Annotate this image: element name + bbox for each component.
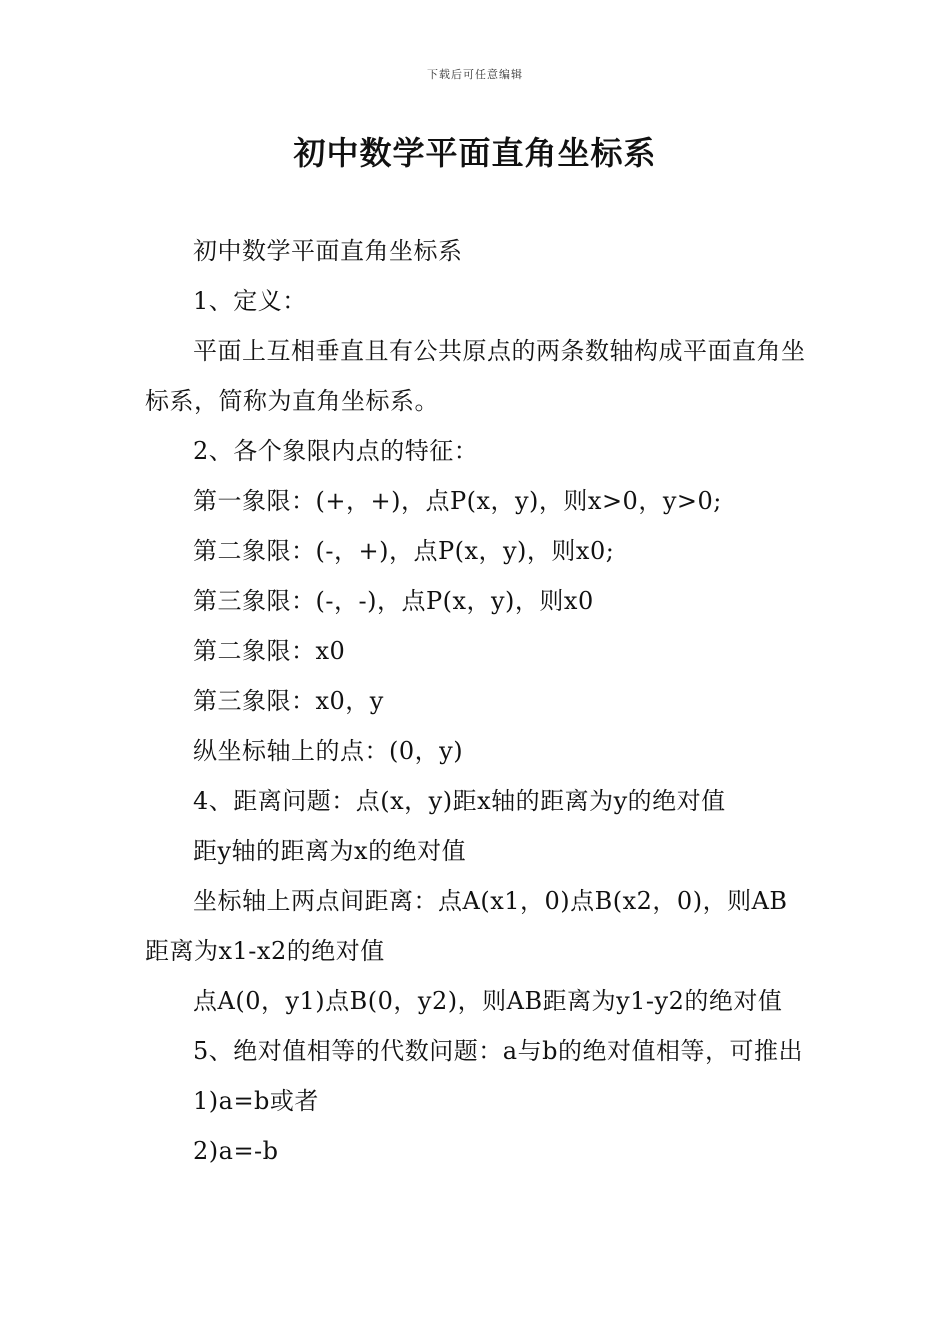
paragraph-subtitle: 初中数学平面直角坐标系 <box>193 237 463 265</box>
paragraph-distance-y: 距y轴的距离为x的绝对值 <box>193 837 467 865</box>
paragraph-section-1: 1、定义： <box>193 287 307 315</box>
paragraph-quadrant-1: 第一象限：(+，+)，点P(x，y)，则x>0，y>0; <box>193 487 722 515</box>
paragraph-quadrant-2: 第二象限：(-，+)，点P(x，y)，则x0; <box>193 537 615 565</box>
document-body <box>145 226 810 1176</box>
paragraph-section-5: 5、绝对值相等的代数问题：a与b的绝对值相等，可推出 <box>193 1037 803 1065</box>
paragraph-definition: 平面上互相垂直且有公共原点的两条数轴构成平面直角坐标系，简称为直角坐标系。 <box>145 337 806 415</box>
paragraph-case-1: 1)a=b或者 <box>193 1087 319 1115</box>
paragraph-quadrant-2b: 第二象限：x0 <box>193 637 346 665</box>
document-title: 初中数学平面直角坐标系 <box>293 134 657 172</box>
paragraph-quadrant-3: 第三象限：(-，-)，点P(x，y)，则x0 <box>193 587 594 615</box>
paragraph-section-2: 2、各个象限内点的特征： <box>193 437 479 465</box>
paragraph-y-axis-point: 纵坐标轴上的点：(0，y) <box>193 737 464 765</box>
paragraph-section-4: 4、距离问题：点(x，y)距x轴的距离为y的绝对值 <box>193 787 726 815</box>
paragraph-axis-distance-y: 点A(0，y1)点B(0，y2)，则AB距离为y1-y2的绝对值 <box>193 987 783 1015</box>
paragraph-case-2: 2)a=-b <box>193 1137 279 1165</box>
header-note: 下载后可任意编辑 <box>427 68 523 81</box>
paragraph-axis-distance-x: 坐标轴上两点间距离：点A(x1，0)点B(x2，0)，则AB距离为x1-x2的绝对值 <box>145 887 788 965</box>
paragraph-quadrant-3b: 第三象限：x0，y <box>193 687 384 715</box>
